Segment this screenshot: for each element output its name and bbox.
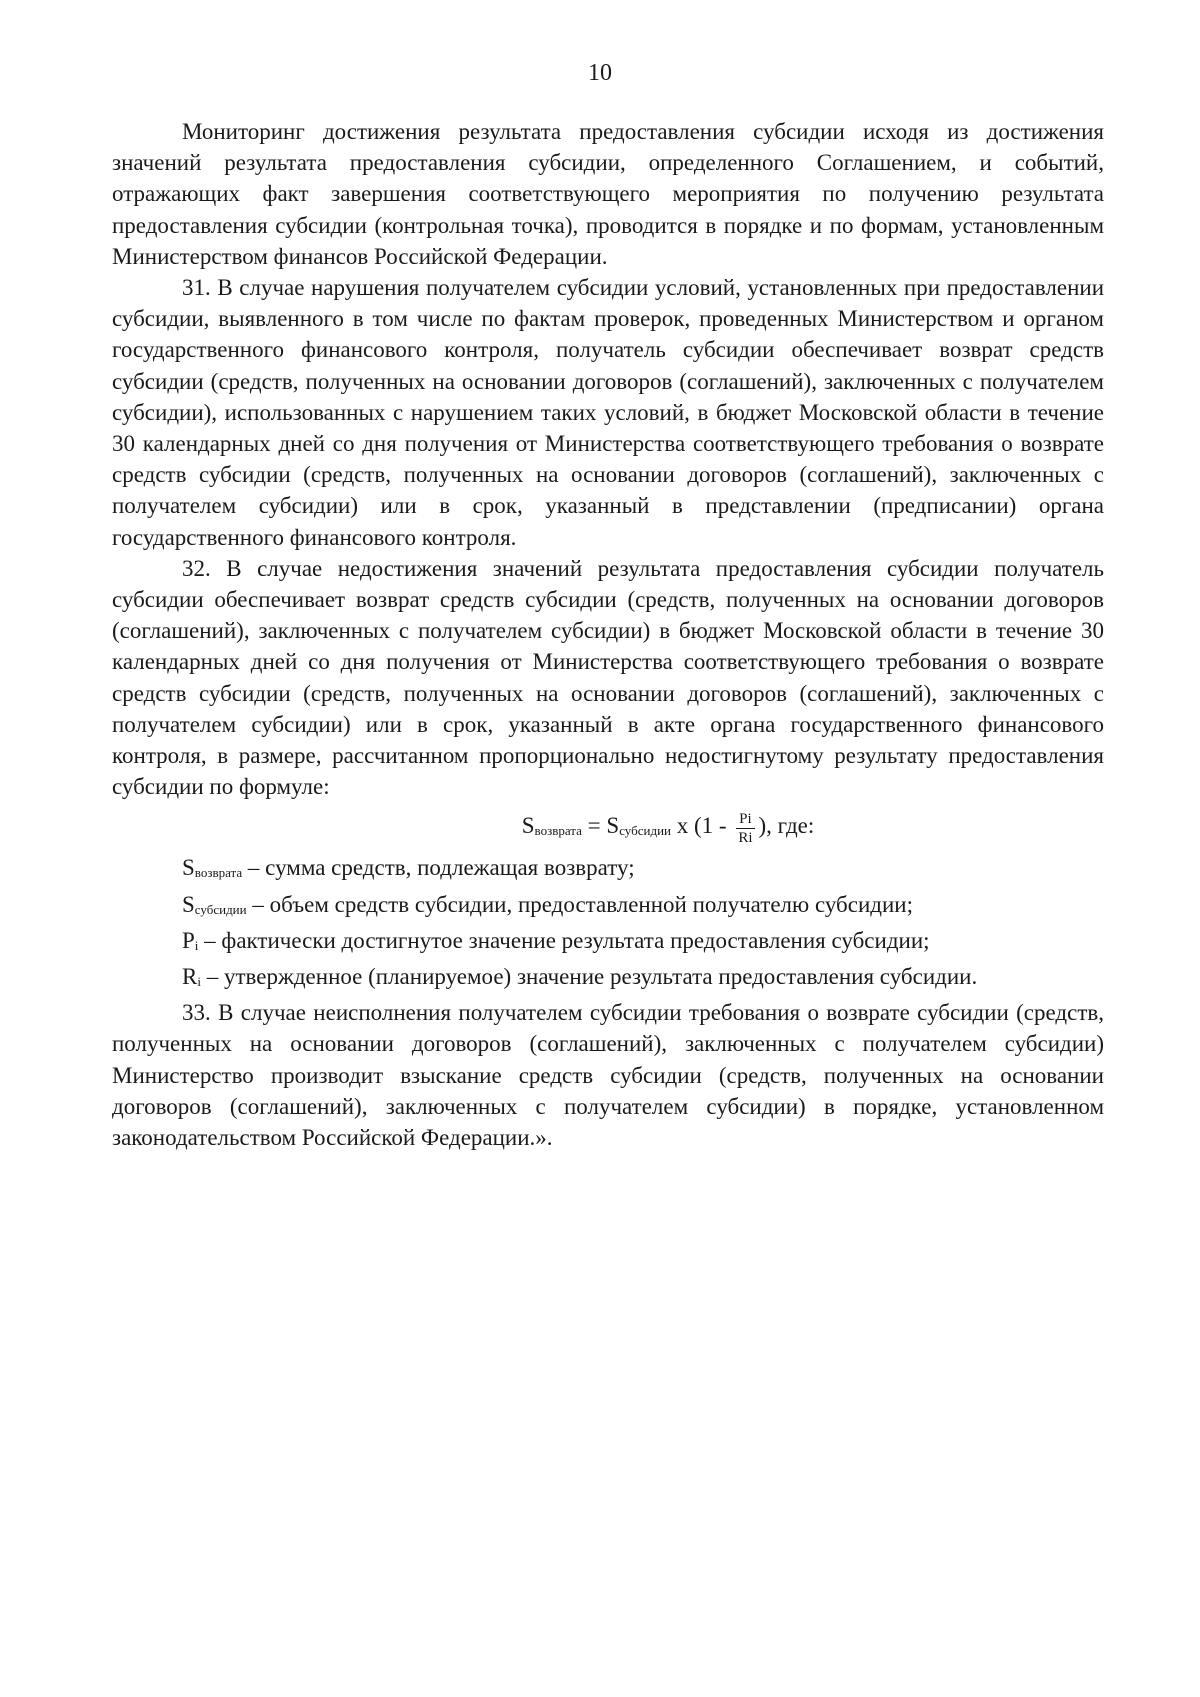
definition-symbol: S [182,855,195,881]
definition-sub: субсидии [194,901,247,917]
paragraph-31: 31. В случае нарушения получателем субсидии условий, установленных при предоставлении субсидии, выявленного в том числе по фактам проверок, проведенных Министерством и органом государственного финансового контроля, получатель субсидии обеспечивает возврат средств субсидии (средств, полученных на основании договоров (соглашений), заключенных с получателем субсидии), использованных с нарушением таких условий, в бюджет Московской области в течение 30 календарных дней со дня получения от Министерства соответствующего требования о возврате средств субсидии (средств, полученных на основании договоров (соглашений), заключенных с получателем субсидии) или в срок, указанный в представлении (предписании) органа государственного финансового контроля. [112,275,1104,550]
document-body [112,116,1104,1153]
definition-sub: i [197,974,201,990]
formula-fraction [736,810,754,847]
paragraph-32: 32. В случае недостижения значений результата предоставления субсидии получатель субсидии обеспечивает возврат средств субсидии (средств, полученных на основании договоров (соглашений), заключенных с получателем субсидии) в бюджет Московской области в течение 30 календарных дней со дня получения от Министерства соответствующего требования о возврате средств субсидии (средств, полученных на основании договоров (соглашений), заключенных с получателем субсидии) или в срок, указанный в акте органа государственного финансового контроля, в размере, рассчитанном пропорционально недостигнутому результату предоставления субсидии по формуле: [112,555,1104,800]
formula-denominator: Ri [738,829,753,846]
definition-text: – утвержденное (планируемое) значение результата предоставления субсидии. [200,964,978,990]
formula-lhs-symbol: S [521,813,535,839]
definition-p-i [112,925,1104,961]
definition-s-subsidy [112,889,1104,925]
formula-close: ), где: [758,813,815,839]
definition-text: – фактически достигнутое значение результата предоставления субсидии; [198,927,930,953]
definition-sub: i [194,937,199,953]
definition-r-i [112,961,1104,997]
refund-formula [112,804,1104,848]
definition-text: – сумма средств, подлежащая возврату; [242,855,635,881]
definition-s-return [112,852,1104,888]
formula-lhs-sub: возврата [534,823,582,839]
page-number: 10 [588,60,612,86]
formula-rhs-sub: субсидии [619,823,671,839]
formula-mult-open: х (1 - [670,813,733,839]
formula-numerator: Pi [736,810,754,829]
definition-sub: возврата [194,865,243,881]
formula-equals: = [581,813,607,839]
definition-symbol: R [182,964,198,990]
definition-symbol: P [182,927,195,953]
definition-text: – объем средств субсидии, предоставленной получателю субсидии; [246,891,913,917]
definition-symbol: S [182,891,195,917]
paragraph-monitoring: Мониторинг достижения результата предоставления субсидии исходя из достижения значений результата предоставления субсидии, определенного Соглашением, и событий, отражающих факт завершения соответствующего мероприятия по получению результата предоставления субсидии (контрольная точка), проводится в порядке и по формам, установленным Министерством финансов Российской Федерации. [112,119,1104,269]
formula-rhs-symbol: S [606,813,620,839]
paragraph-33: 33. В случае неисполнения получателем субсидии требования о возврате субсидии (средств, полученных на основании договоров (соглашений), заключенных с получателем субсидии) Министерство производит взыскание средств субсидии (средств, полученных на основании договоров (соглашений), заключенных с получателем субсидии) в порядке, установленном законодательством Российской Федерации.». [112,1000,1104,1151]
